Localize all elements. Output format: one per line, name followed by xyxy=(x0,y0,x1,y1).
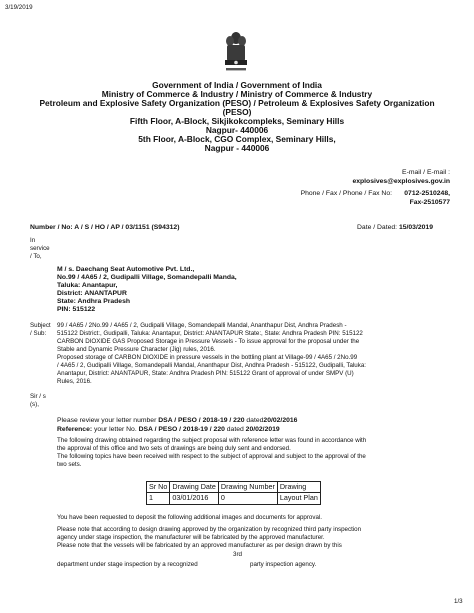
addressee-line: District: ANANTAPUR xyxy=(57,290,127,297)
header-line: Ministry of Commerce & Industry / Ministry of Commerce & Industry xyxy=(101,89,373,99)
review-line: Please review your letter number DSA / PESO / 2018-19 / 220 dated20/02/2016 xyxy=(57,417,298,424)
body-line: party inspection agency. xyxy=(250,561,317,568)
header-line: Government of India / Government of India xyxy=(152,80,322,90)
phone-label: Phone / Fax / Phone / Fax No: xyxy=(300,190,392,197)
header-line: (PESO) xyxy=(222,107,252,117)
subject-label: / Sub: xyxy=(30,330,47,337)
addressee-line: PIN: 515122 xyxy=(57,306,96,313)
addressee-line: M / s. Daechang Seat Automotive Pvt. Ltd., xyxy=(57,266,195,273)
service-label: service xyxy=(30,245,50,252)
body-line: Please note that the vessels will be fabricated by an approved manufacturer as per design drawn by this xyxy=(57,542,342,549)
in-label: In xyxy=(30,237,36,244)
email-label: E-mail / E-mail : xyxy=(402,169,450,176)
table-row xyxy=(147,493,321,504)
letter-number: DSA / PESO / 2018-19 / 220 xyxy=(138,426,225,433)
body-line: department under stage inspection by a recognized xyxy=(57,561,198,568)
letter-date: 20/02/2019 xyxy=(245,426,280,433)
table-cell: 0 xyxy=(218,493,277,504)
addressee-line: Taluka: Anantapur, xyxy=(57,282,118,289)
subject-line: Anantapur, District: ANANTAPUR, State: Andhra Pradesh PIN: 515122 Grant of approval of under SMPV (U) xyxy=(57,370,354,377)
header-line: Petroleum and Explosive Safety Organization (PESO) / Petroleum & Explosives Safety Organization xyxy=(39,98,435,108)
date-label: Date / Dated: 15/03/2019 xyxy=(357,224,433,231)
third-label: 3rd xyxy=(233,551,242,558)
drawing-table xyxy=(146,481,321,505)
national-emblem-icon xyxy=(222,30,250,74)
subject-line: 515122 District:, Gudipalli, Taluka: Anantapur, District: ANANTAPUR State:, State: Andhra Pradesh PIN: 515122 xyxy=(57,330,363,337)
table-header-cell: Sr No xyxy=(147,482,170,493)
addressee-line: State: Andhra Pradesh xyxy=(57,298,131,305)
subject-label: Subject xyxy=(30,322,51,329)
table-cell: Layout Plan xyxy=(277,493,320,504)
table-header-row xyxy=(147,482,321,493)
subject-line: Proposed storage of CARBON DIOXIDE in pressure vessels in the bottling plant at Village-99 / 4A65 / 2No.99 xyxy=(57,354,358,361)
body-line: The following drawing obtained regarding the subject proposal with reference letter was found in accordance with xyxy=(57,437,367,444)
subject-line: Stable and Dynamic Pressure Character (Jig) rules, 2016. xyxy=(57,346,216,353)
letter-date: 20/02/2016 xyxy=(263,417,298,424)
subject-line: 99 / 4A65 / 2No.99 / 4A65 / 2, Gudipalli Village, Somandepalli Mandal, Ananthapur Dist, Andhra Pradesh - xyxy=(57,322,347,329)
header-line: 5th Floor, A-Block, CGO Complex, Seminary Hills, xyxy=(138,134,336,144)
reference-number: Number / No: A / S / HO / AP / 03/1151 (S94312) xyxy=(30,224,180,231)
subject-line: / 4A65 / 2, Gudipalli Village, Somandepalli Mandal, Ananthapur Dist, Andhra Pradesh - 515122, Gudipalli, Taluka: xyxy=(57,362,366,369)
body-line: Please note that according to design drawing approved by the organization by recognized third party inspection xyxy=(57,526,362,533)
table-header-cell: Drawing Number xyxy=(218,482,277,493)
body-line: You have been requested to deposit the following additional images and documents for approval. xyxy=(57,514,322,521)
to-label: / To, xyxy=(30,253,42,260)
letter-number: DSA / PESO / 2018-19 / 220 xyxy=(158,417,245,424)
reference-line: Reference: your letter No. DSA / PESO / 2018-19 / 220 dated 20/02/2019 xyxy=(57,426,280,433)
body-line: The following topics have been received with respect to the subject of approval and subject to the approval of the xyxy=(57,453,366,460)
phone-number: 0712-2510248, xyxy=(404,190,450,197)
table-header-cell: Drawing Date xyxy=(170,482,219,493)
table-header-cell: Drawing xyxy=(277,482,320,493)
table-cell: 03/01/2016 xyxy=(170,493,219,504)
body-line: the approval of this office and two sets of drawings are being duly sent and endorsed. xyxy=(57,445,291,452)
subject-line: CARBON DIOXIDE GAS Proposed Storage in Pressure Vessels - To issue approval for the proposal under the xyxy=(57,338,360,345)
addressee-line: No.99 / 4A65 / 2, Gudipalli Village, Somandepalli Manda, xyxy=(57,274,237,281)
subject-line: Rules, 2016. xyxy=(57,378,92,385)
body-line: agency under stage inspection, the manufacturer will be fabricated by the approved manufacturer. xyxy=(57,534,325,541)
header-line: Fifth Floor, A-Block, Sikjikokcompleks, Seminary Hills xyxy=(129,116,345,126)
header-line: Nagpur - 440006 xyxy=(204,143,270,153)
fax-number: Fax-2510577 xyxy=(409,199,450,206)
table-cell: 1 xyxy=(147,493,170,504)
header-line: Nagpur- 440006 xyxy=(205,125,269,135)
letter-date: 15/03/2019 xyxy=(398,224,433,231)
salutation: Sir / s xyxy=(30,393,46,400)
body-line: two sets. xyxy=(57,461,82,468)
salutation: (s), xyxy=(30,401,39,408)
email-address[interactable]: explosives@explosives.gov.in xyxy=(352,178,450,185)
page-number: 1/3 xyxy=(454,598,463,605)
print-date: 3/19/2019 xyxy=(5,4,33,11)
